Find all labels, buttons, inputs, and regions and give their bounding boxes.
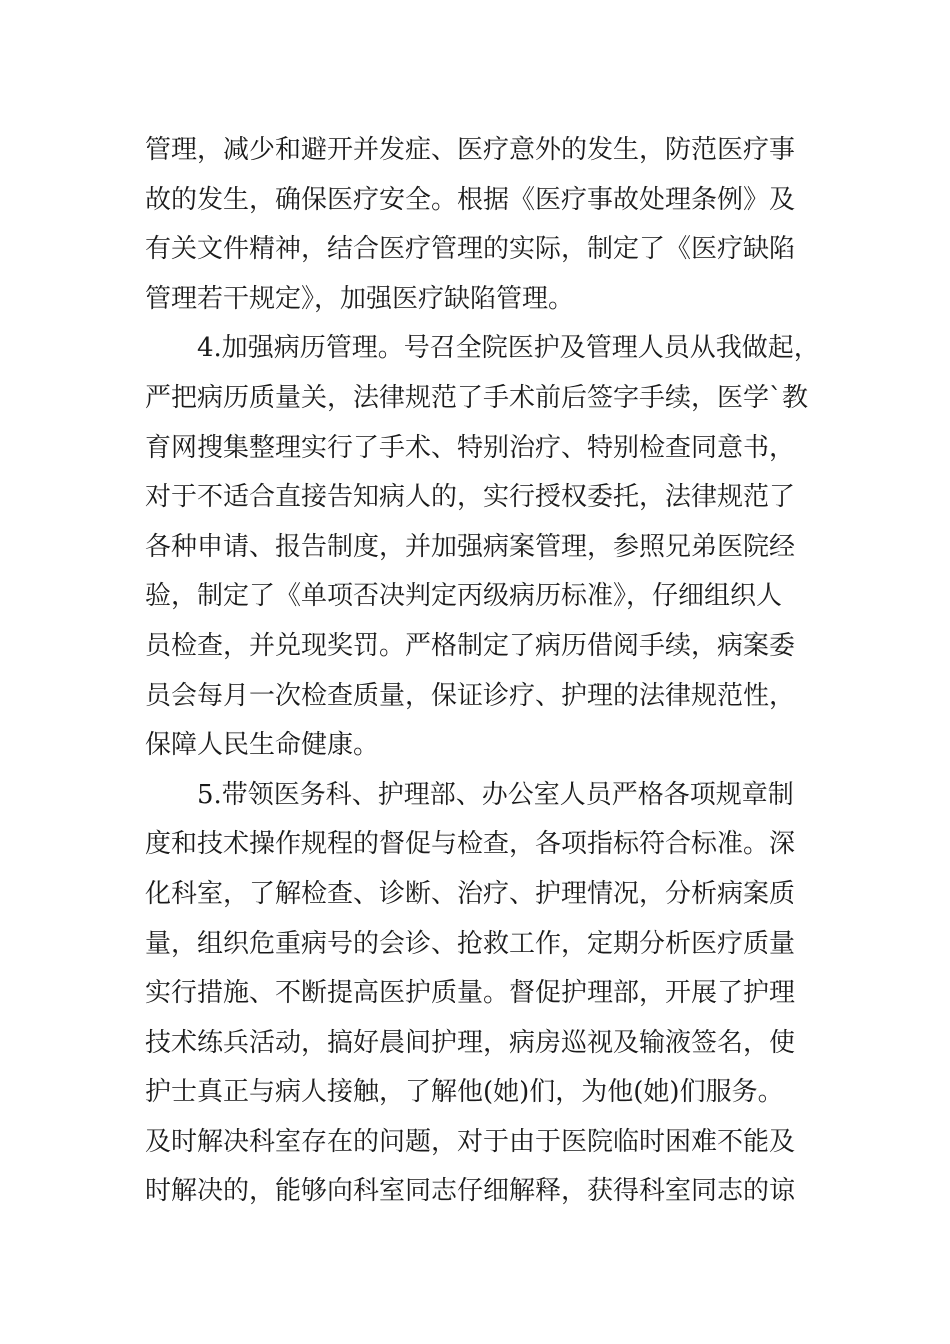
text-line: 严把病历质量关，法律规范了手术前后签字手续，医学`教 [145, 382, 809, 413]
body-text [145, 126, 820, 1217]
text-line: 对于不适合直接告知病人的，实行授权委托，法律规范了 [145, 482, 796, 513]
text-line: 时解决的，能够向科室同志仔细解释，获得科室同志的谅 [145, 1176, 796, 1207]
text-line: 故的发生，确保医疗安全。根据《医疗事故处理条例》及 [145, 184, 796, 215]
text-line: 育网搜集整理实行了手术、特别治疗、特别检查同意书， [145, 432, 796, 463]
paragraph-p2 [145, 324, 820, 770]
paragraph-p1 [145, 126, 810, 324]
text-line: 5.带领医务科、护理部、办公室人员严格各项规章制 [197, 779, 794, 810]
text-line: 管理，减少和避开并发症、医疗意外的发生，防范医疗事 [145, 135, 796, 165]
text-line: 4.加强病历管理。号召全院医护及管理人员从我做起， [197, 333, 820, 364]
text-line: 管理若干规定》，加强医疗缺陷管理。 [145, 283, 575, 314]
text-line: 技术练兵活动，搞好晨间护理，病房巡视及输液签名，使 [145, 1027, 796, 1058]
text-line: 各种申请、报告制度，并加强病案管理，参照兄弟医院经 [145, 531, 796, 562]
text-line: 实行措施、不断提高医护质量。督促护理部，开展了护理 [145, 978, 796, 1009]
text-line: 化科室，了解检查、诊断、治疗、护理情况，分析病案质 [145, 878, 796, 909]
text-line: 量，组织危重病号的会诊、抢救工作，定期分析医疗质量 [145, 928, 796, 959]
text-line: 员检查，并兑现奖罚。严格制定了病历借阅手续，病案委 [145, 630, 796, 661]
text-line: 验，制定了《单项否决判定丙级病历标准》，仔细组织人 [145, 581, 783, 612]
text-line: 护士真正与病人接触，了解他(她)们，为他(她)们服务。 [145, 1077, 784, 1108]
text-line: 有关文件精神，结合医疗管理的实际，制定了《医疗缺陷 [145, 234, 796, 265]
text-line: 保障人民生命健康。 [145, 730, 380, 761]
text-line: 及时解决科室存在的问题，对于由于医院临时困难不能及 [145, 1126, 796, 1157]
paragraph-p3 [145, 771, 810, 1217]
text-line: 员会每月一次检查质量，保证诊疗、护理的法律规范性， [145, 680, 796, 711]
text-line: 度和技术操作规程的督促与检查，各项指标符合标准。深 [145, 829, 796, 860]
